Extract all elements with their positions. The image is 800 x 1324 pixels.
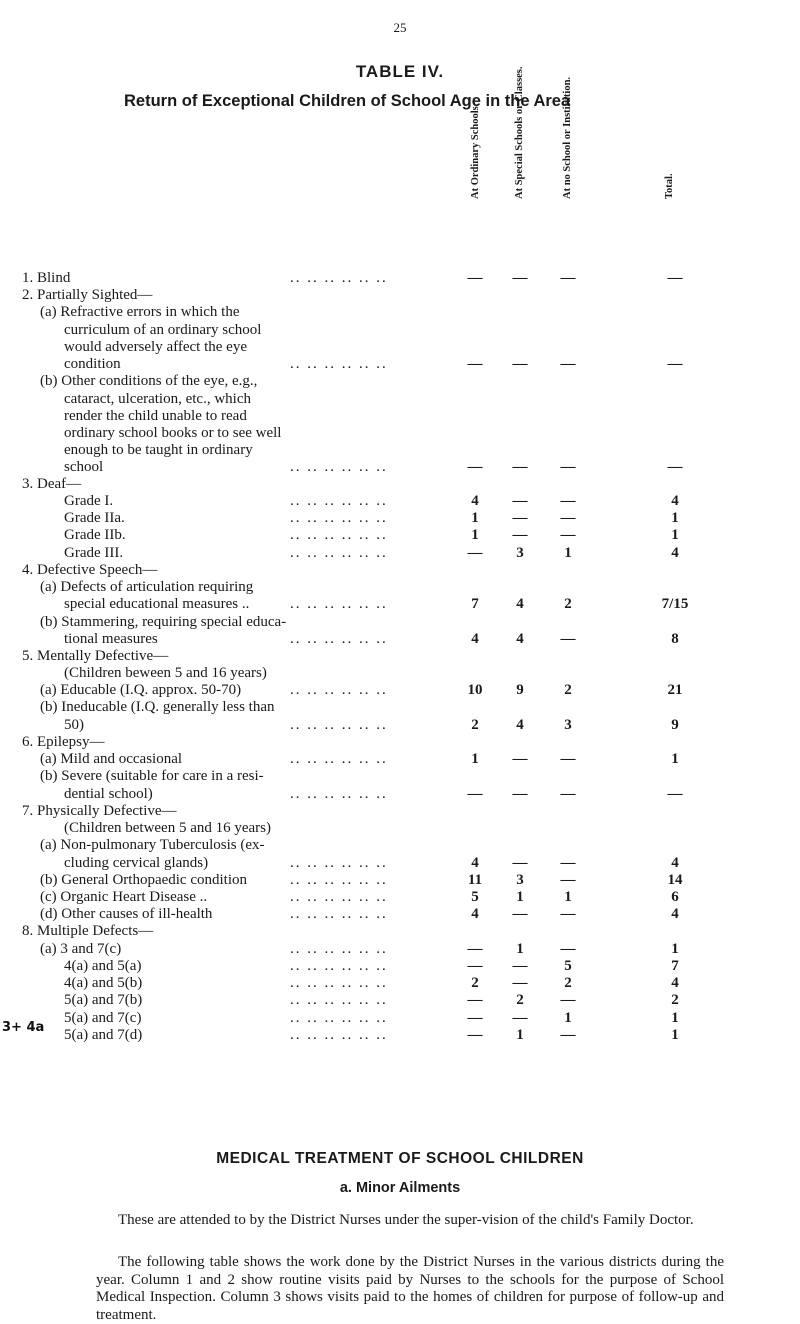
table-cell: —	[512, 855, 528, 871]
table-row-label: Grade IIa.	[64, 510, 125, 526]
table-cell: —	[467, 786, 483, 802]
table-cell: 4	[671, 545, 679, 561]
table-cell: 2	[564, 682, 572, 698]
table-cell: 1	[564, 889, 572, 905]
table-cell: —	[560, 906, 576, 922]
table-cell: —	[512, 356, 528, 372]
table-row-label: 8. Multiple Defects—	[22, 923, 154, 939]
table-cell: 1	[671, 751, 679, 767]
leader-dots: .. .. .. .. .. ..	[290, 1010, 388, 1026]
leader-dots: .. .. .. .. .. ..	[290, 1027, 388, 1043]
table-cell: 1	[671, 1010, 679, 1026]
table-cell: —	[467, 958, 483, 974]
table-cell: —	[560, 941, 576, 957]
table-row-label: 5(a) and 7(b)	[64, 992, 143, 1008]
column-header-no-school: At no School or Institution.	[562, 76, 573, 199]
table-cell: 14	[667, 872, 683, 888]
table-cell: 9	[516, 682, 524, 698]
table-row-label: (c) Organic Heart Disease ..	[40, 889, 208, 905]
table-row-label: (a) Non-pulmonary Tuberculosis (ex-	[40, 837, 265, 853]
table-cell: —	[512, 751, 528, 767]
table-row-label: (b) Ineducable (I.Q. generally less than	[40, 699, 275, 715]
leader-dots: .. .. .. .. .. ..	[290, 596, 388, 612]
table-row-label: (b) Other conditions of the eye, e.g.,	[40, 373, 258, 389]
table-cell: 4	[471, 906, 479, 922]
table-title: TABLE IV.	[355, 62, 445, 81]
table-cell: 2	[516, 992, 524, 1008]
table-cell: 1	[471, 751, 479, 767]
table-cell: —	[467, 545, 483, 561]
table-cell: —	[560, 992, 576, 1008]
table-row-label: (d) Other causes of ill-health	[40, 906, 213, 922]
table-row-label: 5(a) and 7(c)	[64, 1010, 142, 1026]
table-row-label: school	[64, 459, 104, 475]
table-row-label: 5. Mentally Defective—	[22, 648, 169, 664]
table-cell: —	[512, 493, 528, 509]
table-cell: 7	[471, 596, 479, 612]
table-cell: 2	[564, 596, 572, 612]
table-row-label: (a) Refractive errors in which the	[40, 304, 240, 320]
table-cell: 4	[471, 631, 479, 647]
table-cell: 4	[671, 855, 679, 871]
table-cell: 1	[671, 527, 679, 543]
table-cell: 1	[516, 1027, 524, 1043]
leader-dots: .. .. .. .. .. ..	[290, 786, 388, 802]
table-row-label: render the child unable to read	[64, 408, 247, 424]
table-cell: 1	[671, 941, 679, 957]
table-row-label: (a) Educable (I.Q. approx. 50-70)	[40, 682, 242, 698]
table-cell: 4	[516, 717, 524, 733]
leader-dots: .. .. .. .. .. ..	[290, 855, 388, 871]
leader-dots: .. .. .. .. .. ..	[290, 682, 388, 698]
table-cell: 1	[671, 1027, 679, 1043]
leader-dots: .. .. .. .. .. ..	[290, 958, 388, 974]
table-cell: —	[467, 1027, 483, 1043]
table-cell: 11	[467, 872, 483, 888]
leader-dots: .. .. .. .. .. ..	[290, 356, 388, 372]
table-row-label: Grade III.	[64, 545, 124, 561]
leader-dots: .. .. .. .. .. ..	[290, 889, 388, 905]
table-cell: —	[560, 855, 576, 871]
table-cell: 10	[467, 682, 483, 698]
table-cell: —	[512, 527, 528, 543]
table-cell: —	[467, 941, 483, 957]
leader-dots: .. .. .. .. .. ..	[290, 941, 388, 957]
table-cell: —	[512, 270, 528, 286]
table-cell: —	[560, 1027, 576, 1043]
table-cell: —	[560, 356, 576, 372]
table-row-label: (b) Stammering, requiring special educa-	[40, 614, 287, 630]
table-cell: —	[467, 1010, 483, 1026]
leader-dots: .. .. .. .. .. ..	[290, 975, 388, 991]
table-row-label: special educational measures ..	[64, 596, 250, 612]
table-cell: —	[560, 510, 576, 526]
table-cell: 2	[564, 975, 572, 991]
table-row-label: 5(a) and 7(d)	[64, 1027, 143, 1043]
column-header-special: At Special Schools or Classes.	[514, 66, 525, 199]
table-cell: —	[467, 270, 483, 286]
table-row-label: (a) Mild and occasional	[40, 751, 183, 767]
table-cell: —	[560, 751, 576, 767]
table-cell: —	[512, 958, 528, 974]
table-cell: —	[560, 459, 576, 475]
table-row-label: 1. Blind	[22, 270, 71, 286]
table-row-label: (a) Defects of articulation requiring	[40, 579, 254, 595]
table-cell: —	[512, 786, 528, 802]
table-cell: —	[512, 906, 528, 922]
leader-dots: .. .. .. .. .. ..	[290, 717, 388, 733]
table-cell: —	[467, 356, 483, 372]
table-row-label: (a) 3 and 7(c)	[40, 941, 122, 957]
section-title: MEDICAL TREATMENT OF SCHOOL CHILDREN	[216, 1150, 584, 1167]
paragraph-intro: These are attended to by the District Nurses under the super-vision of the child's Family Doctor.	[118, 1212, 694, 1228]
paragraph-nurses: The following table shows the work done by the District Nurses in the various districts during the year. Column 1 and 2 show routine visits paid by Nurses to the schools for the purpose of School Medical Inspection. Column 3 shows visits paid to the homes of children for purpose of follow-up and treatment.	[96, 1254, 724, 1323]
table-cell: 2	[471, 717, 479, 733]
leader-dots: .. .. .. .. .. ..	[290, 459, 388, 475]
table-cell: —	[667, 459, 683, 475]
table-cell: —	[467, 992, 483, 1008]
table-row-label: ordinary school books or to see well	[64, 425, 282, 441]
table-cell: 4	[516, 596, 524, 612]
table-cell: —	[667, 786, 683, 802]
table-cell: —	[667, 270, 683, 286]
table-cell: 7	[671, 958, 679, 974]
table-cell: 1	[564, 1010, 572, 1026]
table-cell: —	[467, 459, 483, 475]
leader-dots: .. .. .. .. .. ..	[290, 527, 388, 543]
table-row-label: condition	[64, 356, 121, 372]
table-cell: 1	[471, 510, 479, 526]
table-row-label: (b) General Orthopaedic condition	[40, 872, 248, 888]
table-cell: 1	[564, 545, 572, 561]
margin-note: 3+ 4a	[2, 1020, 45, 1035]
table-row-label: (Children beween 5 and 16 years)	[64, 665, 267, 681]
table-cell: 5	[564, 958, 572, 974]
table-cell: —	[560, 786, 576, 802]
table-row-label: (b) Severe (suitable for care in a resi-	[40, 768, 264, 784]
table-cell: —	[667, 356, 683, 372]
table-cell: 4	[671, 493, 679, 509]
table-cell: 3	[516, 872, 524, 888]
table-cell: —	[560, 872, 576, 888]
table-cell: 4	[671, 906, 679, 922]
table-cell: 4	[471, 855, 479, 871]
table-cell: 3	[564, 717, 572, 733]
leader-dots: .. .. .. .. .. ..	[290, 751, 388, 767]
leader-dots: .. .. .. .. .. ..	[290, 631, 388, 647]
table-row-label: 4(a) and 5(b)	[64, 975, 143, 991]
table-row-label: tional measures	[64, 631, 158, 647]
table-cell: 3	[516, 545, 524, 561]
table-cell: —	[512, 510, 528, 526]
table-cell: 8	[671, 631, 679, 647]
table-row-label: would adversely affect the eye	[64, 339, 247, 355]
column-header-ordinary: At Ordinary Schools.	[470, 103, 481, 199]
table-cell: —	[512, 1010, 528, 1026]
leader-dots: .. .. .. .. .. ..	[290, 545, 388, 561]
table-row-label: enough to be taught in ordinary	[64, 442, 253, 458]
table-cell: —	[512, 459, 528, 475]
leader-dots: .. .. .. .. .. ..	[290, 906, 388, 922]
table-cell: —	[560, 270, 576, 286]
table-row-label: 7. Physically Defective—	[22, 803, 177, 819]
table-row-label: Grade I.	[64, 493, 114, 509]
table-row-label: (Children between 5 and 16 years)	[64, 820, 272, 836]
table-row-label: curriculum of an ordinary school	[64, 322, 262, 338]
table-cell: —	[560, 493, 576, 509]
table-cell: 4	[516, 631, 524, 647]
table-row-label: 50)	[64, 717, 84, 733]
table-row-label: cluding cervical glands)	[64, 855, 209, 871]
table-row-label: 2. Partially Sighted—	[22, 287, 153, 303]
page-number: 25	[393, 20, 407, 35]
table-row-label: 3. Deaf—	[22, 476, 82, 492]
table-cell: 1	[516, 889, 524, 905]
table-cell: 6	[671, 889, 679, 905]
table-cell: 9	[671, 717, 679, 733]
table-cell: —	[512, 975, 528, 991]
leader-dots: .. .. .. .. .. ..	[290, 992, 388, 1008]
table-cell: 5	[471, 889, 479, 905]
table-cell: 21	[667, 682, 683, 698]
table-cell: 2	[471, 975, 479, 991]
leader-dots: .. .. .. .. .. ..	[290, 510, 388, 526]
leader-dots: .. .. .. .. .. ..	[290, 270, 388, 286]
table-cell: 1	[516, 941, 524, 957]
column-header-total: Total.	[664, 173, 675, 199]
table-row-label: 4. Defective Speech—	[22, 562, 158, 578]
table-row-label: Grade IIb.	[64, 527, 126, 543]
table-cell: —	[560, 631, 576, 647]
table-cell: 1	[471, 527, 479, 543]
table-cell: 7/15	[661, 596, 689, 612]
table-cell: —	[560, 527, 576, 543]
table-row-label: 6. Epilepsy—	[22, 734, 105, 750]
table-row-label: dential school)	[64, 786, 153, 802]
table-row-label: cataract, ulceration, etc., which	[64, 391, 251, 407]
table-row-label: 4(a) and 5(a)	[64, 958, 142, 974]
table-cell: 2	[671, 992, 679, 1008]
table-cell: 4	[471, 493, 479, 509]
table-cell: 1	[671, 510, 679, 526]
section-subtitle: a. Minor Ailments	[339, 1180, 461, 1196]
leader-dots: .. .. .. .. .. ..	[290, 493, 388, 509]
table-subtitle: Return of Exceptional Children of School Age in the Area	[124, 92, 571, 110]
leader-dots: .. .. .. .. .. ..	[290, 872, 388, 888]
table-cell: 4	[671, 975, 679, 991]
